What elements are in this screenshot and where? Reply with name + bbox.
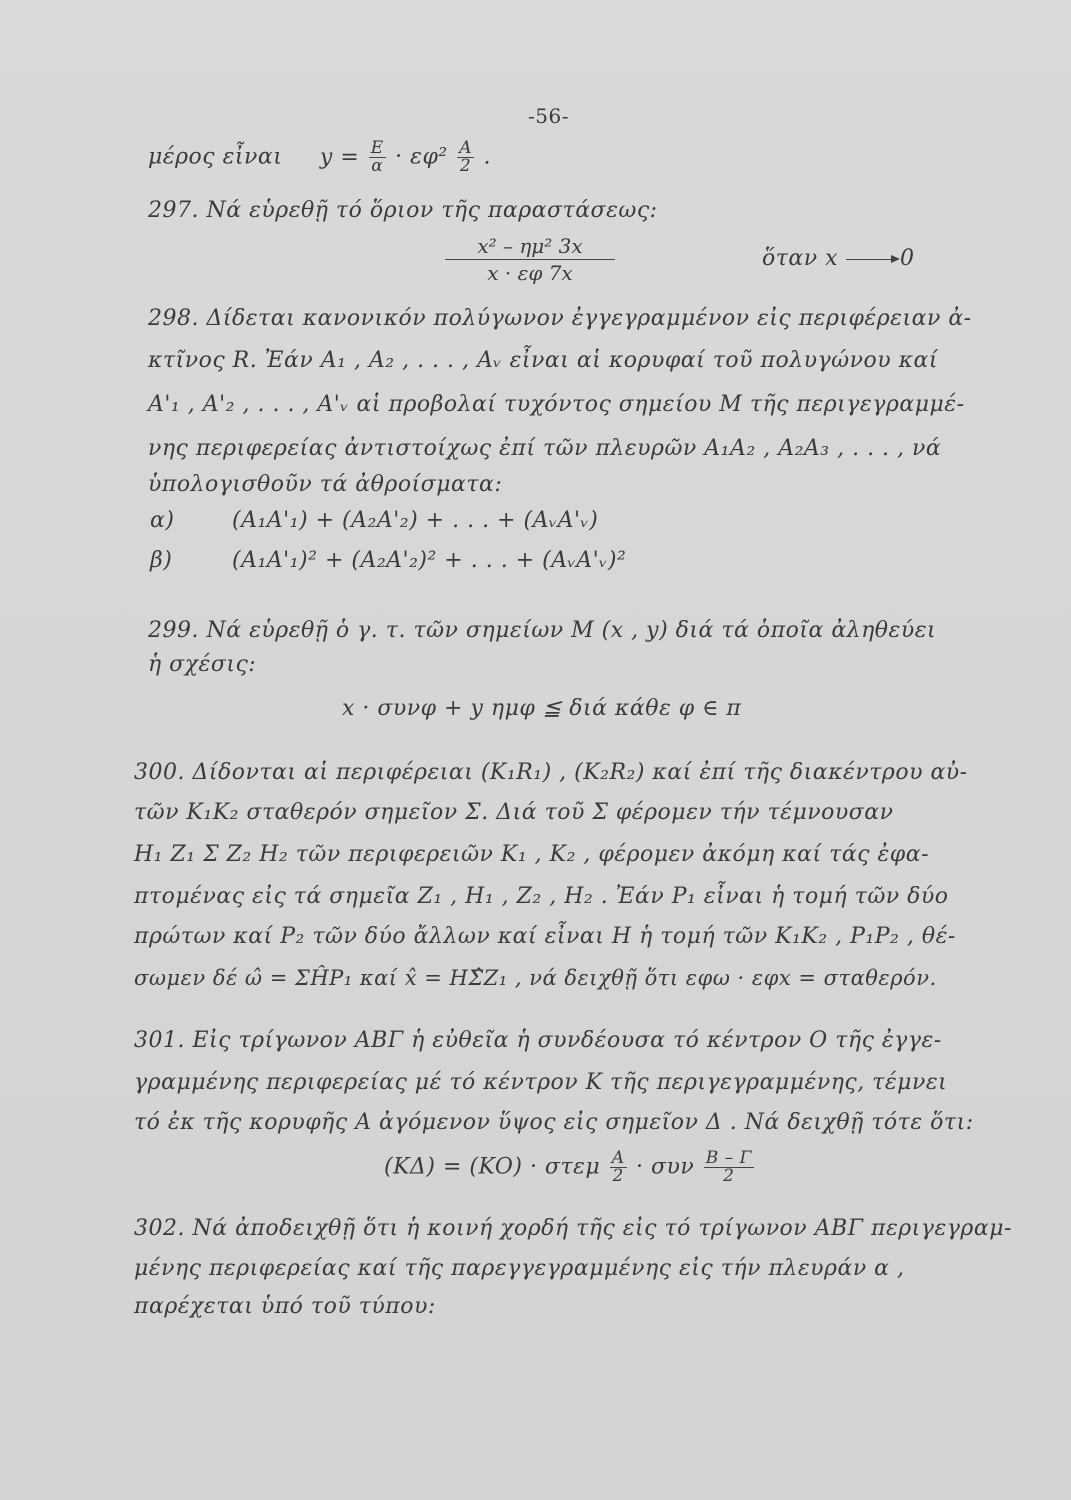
problem-298-line-1: 298. Δίδεται κανονικόν πολύγωνον ἐγγεγραμμένον εἰς περιφέρειαν ἀ- [148, 306, 972, 331]
limit-text: ὅταν x [762, 246, 839, 271]
item-alpha-label: α) [150, 508, 175, 533]
fraction-denominator: 2 [459, 156, 472, 176]
problem-301-formula [384, 1150, 756, 1185]
intro-line [148, 140, 491, 175]
problem-297-statement: 297. Νά εὑρεθῇ τό ὅριον τῆς παραστάσεως: [148, 198, 658, 223]
problem-301-line-1: 301. Εἰς τρίγωνον ΑΒΓ ἡ εὐθεῖα ἡ συνδέουσα τό κέντρον O τῆς ἐγγε- [134, 1028, 942, 1053]
fraction-denominator: α [371, 156, 384, 176]
problem-300-line-1: 300. Δίδονται αἱ περιφέρειαι (K₁R₁) , (K₂R₂) καί ἐπί τῆς διακέντρου αὐ- [134, 760, 968, 785]
fraction-numerator: A [459, 138, 472, 158]
problem-298-line-3: A'₁ , A'₂ , . . . , A'ᵥ αἱ προβολαί τυχόντος σημείου M τῆς περιγεγραμμέ- [148, 392, 965, 417]
formula-y: y = [319, 144, 360, 170]
problem-297-fraction [445, 234, 615, 285]
fraction-denominator: x · εφ 7x [487, 261, 573, 285]
problem-298-line-5: ὑπολογισθοῦν τά ἀθροίσματα: [148, 472, 503, 497]
problem-302-line-1: 302. Νά ἀποδειχθῇ ὅτι ἡ κοινή χορδή τῆς εἰς τό τρίγωνον ΑΒΓ περιγεγραμ- [134, 1216, 1012, 1241]
problem-299-line-2: ἡ σχέσις: [148, 652, 257, 677]
limit-value: 0 [900, 246, 915, 271]
fraction-a-over-2 [610, 1150, 627, 1185]
formula-mid: · συν [636, 1154, 695, 1180]
fraction-e-over-a [369, 140, 386, 175]
problem-301-line-3: τό ἐκ τῆς κορυφῆς A ἀγόμενον ὕψος εἰς σημεῖον Δ . Νά δειχθῇ τότε ὅτι: [134, 1110, 974, 1135]
fraction-numerator: E [370, 138, 384, 158]
fraction-numerator: A [611, 1148, 625, 1168]
arrow-right-icon [846, 259, 898, 260]
problem-302-line-2: μένης περιφερείας καί τῆς παρεγγεγραμμένης εἰς τήν πλευράν α , [134, 1256, 905, 1281]
problem-298-line-2: κτῖνος R. Ἐάν A₁ , A₂ , . . . , Aᵥ εἶναι αἱ κορυφαί τοῦ πολυγώνου καί [148, 348, 938, 373]
problem-299-line-1: 299. Νά εὑρεθῇ ὁ γ. τ. τῶν σημείων M (x , y) διά τά ὁποῖα ἀληθεύει [148, 618, 937, 643]
problem-300-line-2: τῶν K₁K₂ σταθερόν σημεῖον Σ. Διά τοῦ Σ φέρομεν τήν τέμνουσαν [134, 800, 894, 825]
fraction-numerator: x² – ημ² 3x [445, 234, 615, 260]
problem-300-line-3: H₁ Z₁ Σ Z₂ H₂ τῶν περιφερειῶν K₁ , K₂ , φέρομεν ἀκόμη καί τάς ἐφα- [134, 842, 929, 867]
problem-301-line-2: γραμμένης περιφερείας μέ τό κέντρον K τῆς περιγεγραμμένης, τέμνει [134, 1070, 948, 1095]
formula-left: (KΔ) = (KO) · στεμ [384, 1154, 601, 1180]
page-number: -56- [528, 104, 569, 128]
item-beta-formula: (A₁A'₁)² + (A₂A'₂)² + . . . + (AᵥA'ᵥ)² [232, 548, 627, 573]
problem-300-line-5: πρώτων καί P₂ τῶν δύο ἄλλων καί εἶναι H ἡ τομή τῶν K₁K₂ , P₁P₂ , θέ- [134, 924, 956, 949]
fraction-denominator: 2 [723, 1166, 735, 1186]
problem-300-line-4: πτομένας εἰς τά σημεῖα Z₁ , H₁ , Z₂ , H₂ . Ἐάν P₁ εἶναι ἡ τομή τῶν δύο [134, 884, 949, 909]
fraction-denominator: 2 [612, 1166, 624, 1186]
fraction-numerator: B – Γ [705, 1148, 752, 1168]
problem-297-limit [762, 246, 915, 271]
problem-298-line-4: νης περιφερείας ἀντιστοίχως ἐπί τῶν πλευρῶν A₁A₂ , A₂A₃ , . . . , νά [148, 436, 942, 461]
formula-mid: · εφ² [395, 144, 448, 170]
problem-302-line-3: παρέχεται ὑπό τοῦ τύπου: [134, 1294, 436, 1319]
fraction-a-over-2 [457, 140, 474, 175]
intro-text: μέρος εἶναι [148, 144, 283, 170]
item-alpha-formula: (A₁A'₁) + (A₂A'₂) + . . . + (AᵥA'ᵥ) [232, 508, 599, 533]
problem-300-line-6: σωμεν δέ ω̂ = ΣĤP₁ καί x̂ = HΣ̂Z₁ , νά δειχθῇ ὅτι εφω · εφx = σταθερόν. [134, 966, 937, 990]
formula-end: . [483, 144, 491, 170]
problem-299-relation: x · συνφ + y ημφ ≦ διά κάθε φ ∈ π [342, 696, 742, 721]
item-beta-label: β) [150, 548, 173, 573]
fraction-b-minus-g-over-2 [704, 1150, 754, 1185]
